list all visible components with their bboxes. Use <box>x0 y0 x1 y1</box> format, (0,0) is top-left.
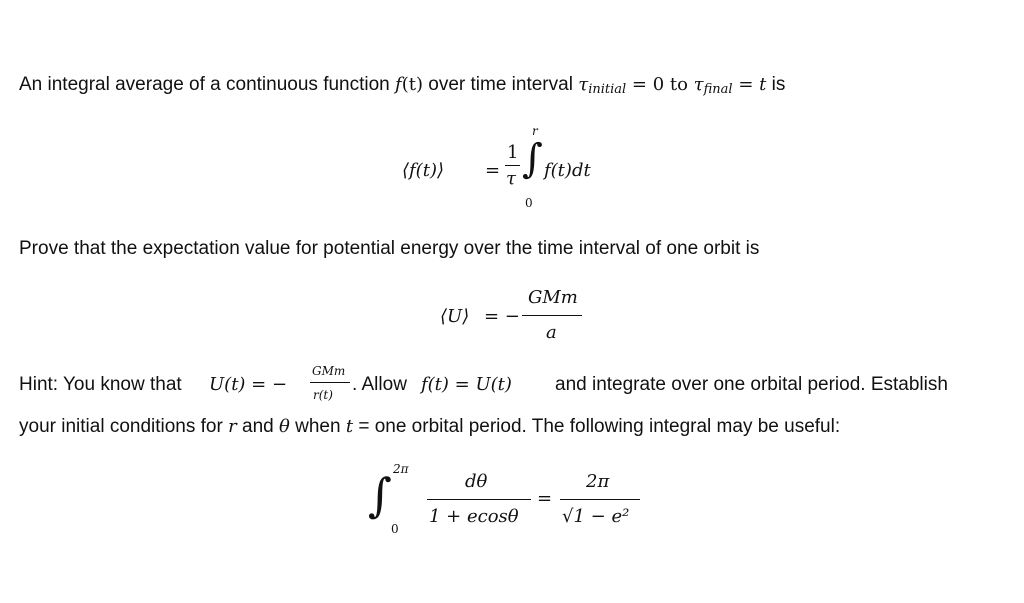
cond-text-2: and <box>236 416 279 437</box>
integral-sign: ∫ <box>522 136 543 182</box>
lower-limit: 0 <box>525 196 533 210</box>
u-equals: = − <box>484 306 520 327</box>
intro-text-3: is <box>766 74 786 95</box>
theta-symbol: θ <box>278 416 290 437</box>
hint-numerator: GMm <box>312 364 346 378</box>
cond-text-3: when <box>289 416 346 437</box>
final-subscript: final <box>703 82 733 97</box>
hint-text-3: and integrate over one orbital period. Establish <box>555 374 948 395</box>
frac-tau: τ <box>506 168 516 189</box>
t-symbol: t <box>345 416 354 437</box>
frac-bar <box>505 165 520 166</box>
hint-denominator: r(t) <box>313 388 333 402</box>
res-frac-bar <box>560 499 640 500</box>
hint-fu: f(t) = U(t) <box>421 374 512 395</box>
prove-paragraph: Prove that the expectation value for potential energy over the time interval of one orbit is <box>19 238 760 259</box>
int-num: dθ <box>465 471 488 492</box>
int-equals: = <box>537 488 553 509</box>
intro-paragraph <box>19 74 785 97</box>
cond-text-4: = one orbital period. The following integral may be useful: <box>353 416 841 437</box>
initial-subscript: initial <box>588 82 627 97</box>
hint-text-2: . Allow <box>352 374 407 395</box>
intro-text: An integral average of a continuous function <box>19 74 396 95</box>
time-arg: (t) <box>401 74 423 95</box>
int-sign: ∫ <box>368 468 392 522</box>
avg-lhs: ⟨f(t)⟩ <box>402 160 444 181</box>
res-den: √1 − e² <box>562 506 630 527</box>
intro-text-2: over time interval <box>422 74 579 95</box>
hint-frac-bar <box>310 382 350 383</box>
hint-text: Hint: You know that <box>19 374 182 395</box>
r-symbol: r <box>228 416 237 437</box>
int-lower: 0 <box>391 522 399 536</box>
equals-zero-to: = 0 to <box>626 74 694 95</box>
int-upper: 2π <box>393 462 409 476</box>
cond-text: your initial conditions for <box>19 416 229 437</box>
res-num: 2π <box>586 471 610 492</box>
u-lhs: ⟨U⟩ <box>440 306 470 327</box>
conditions-line <box>19 416 840 438</box>
function-symbol: f <box>395 74 402 95</box>
tau-symbol-2: τ <box>693 74 704 95</box>
integrand: f(t)dt <box>544 160 591 181</box>
u-numerator: GMm <box>528 287 578 308</box>
u-denominator: a <box>546 322 557 343</box>
equals-t: = t <box>732 74 767 95</box>
int-frac-bar <box>427 499 531 500</box>
tau-symbol: τ <box>578 74 589 95</box>
frac-one: 1 <box>507 142 519 163</box>
hint-u: U(t) = − <box>209 374 288 395</box>
int-den: 1 + ecosθ <box>429 506 519 527</box>
u-frac-bar <box>522 315 582 316</box>
upper-limit: r <box>532 124 538 138</box>
avg-equals: = <box>485 160 501 181</box>
